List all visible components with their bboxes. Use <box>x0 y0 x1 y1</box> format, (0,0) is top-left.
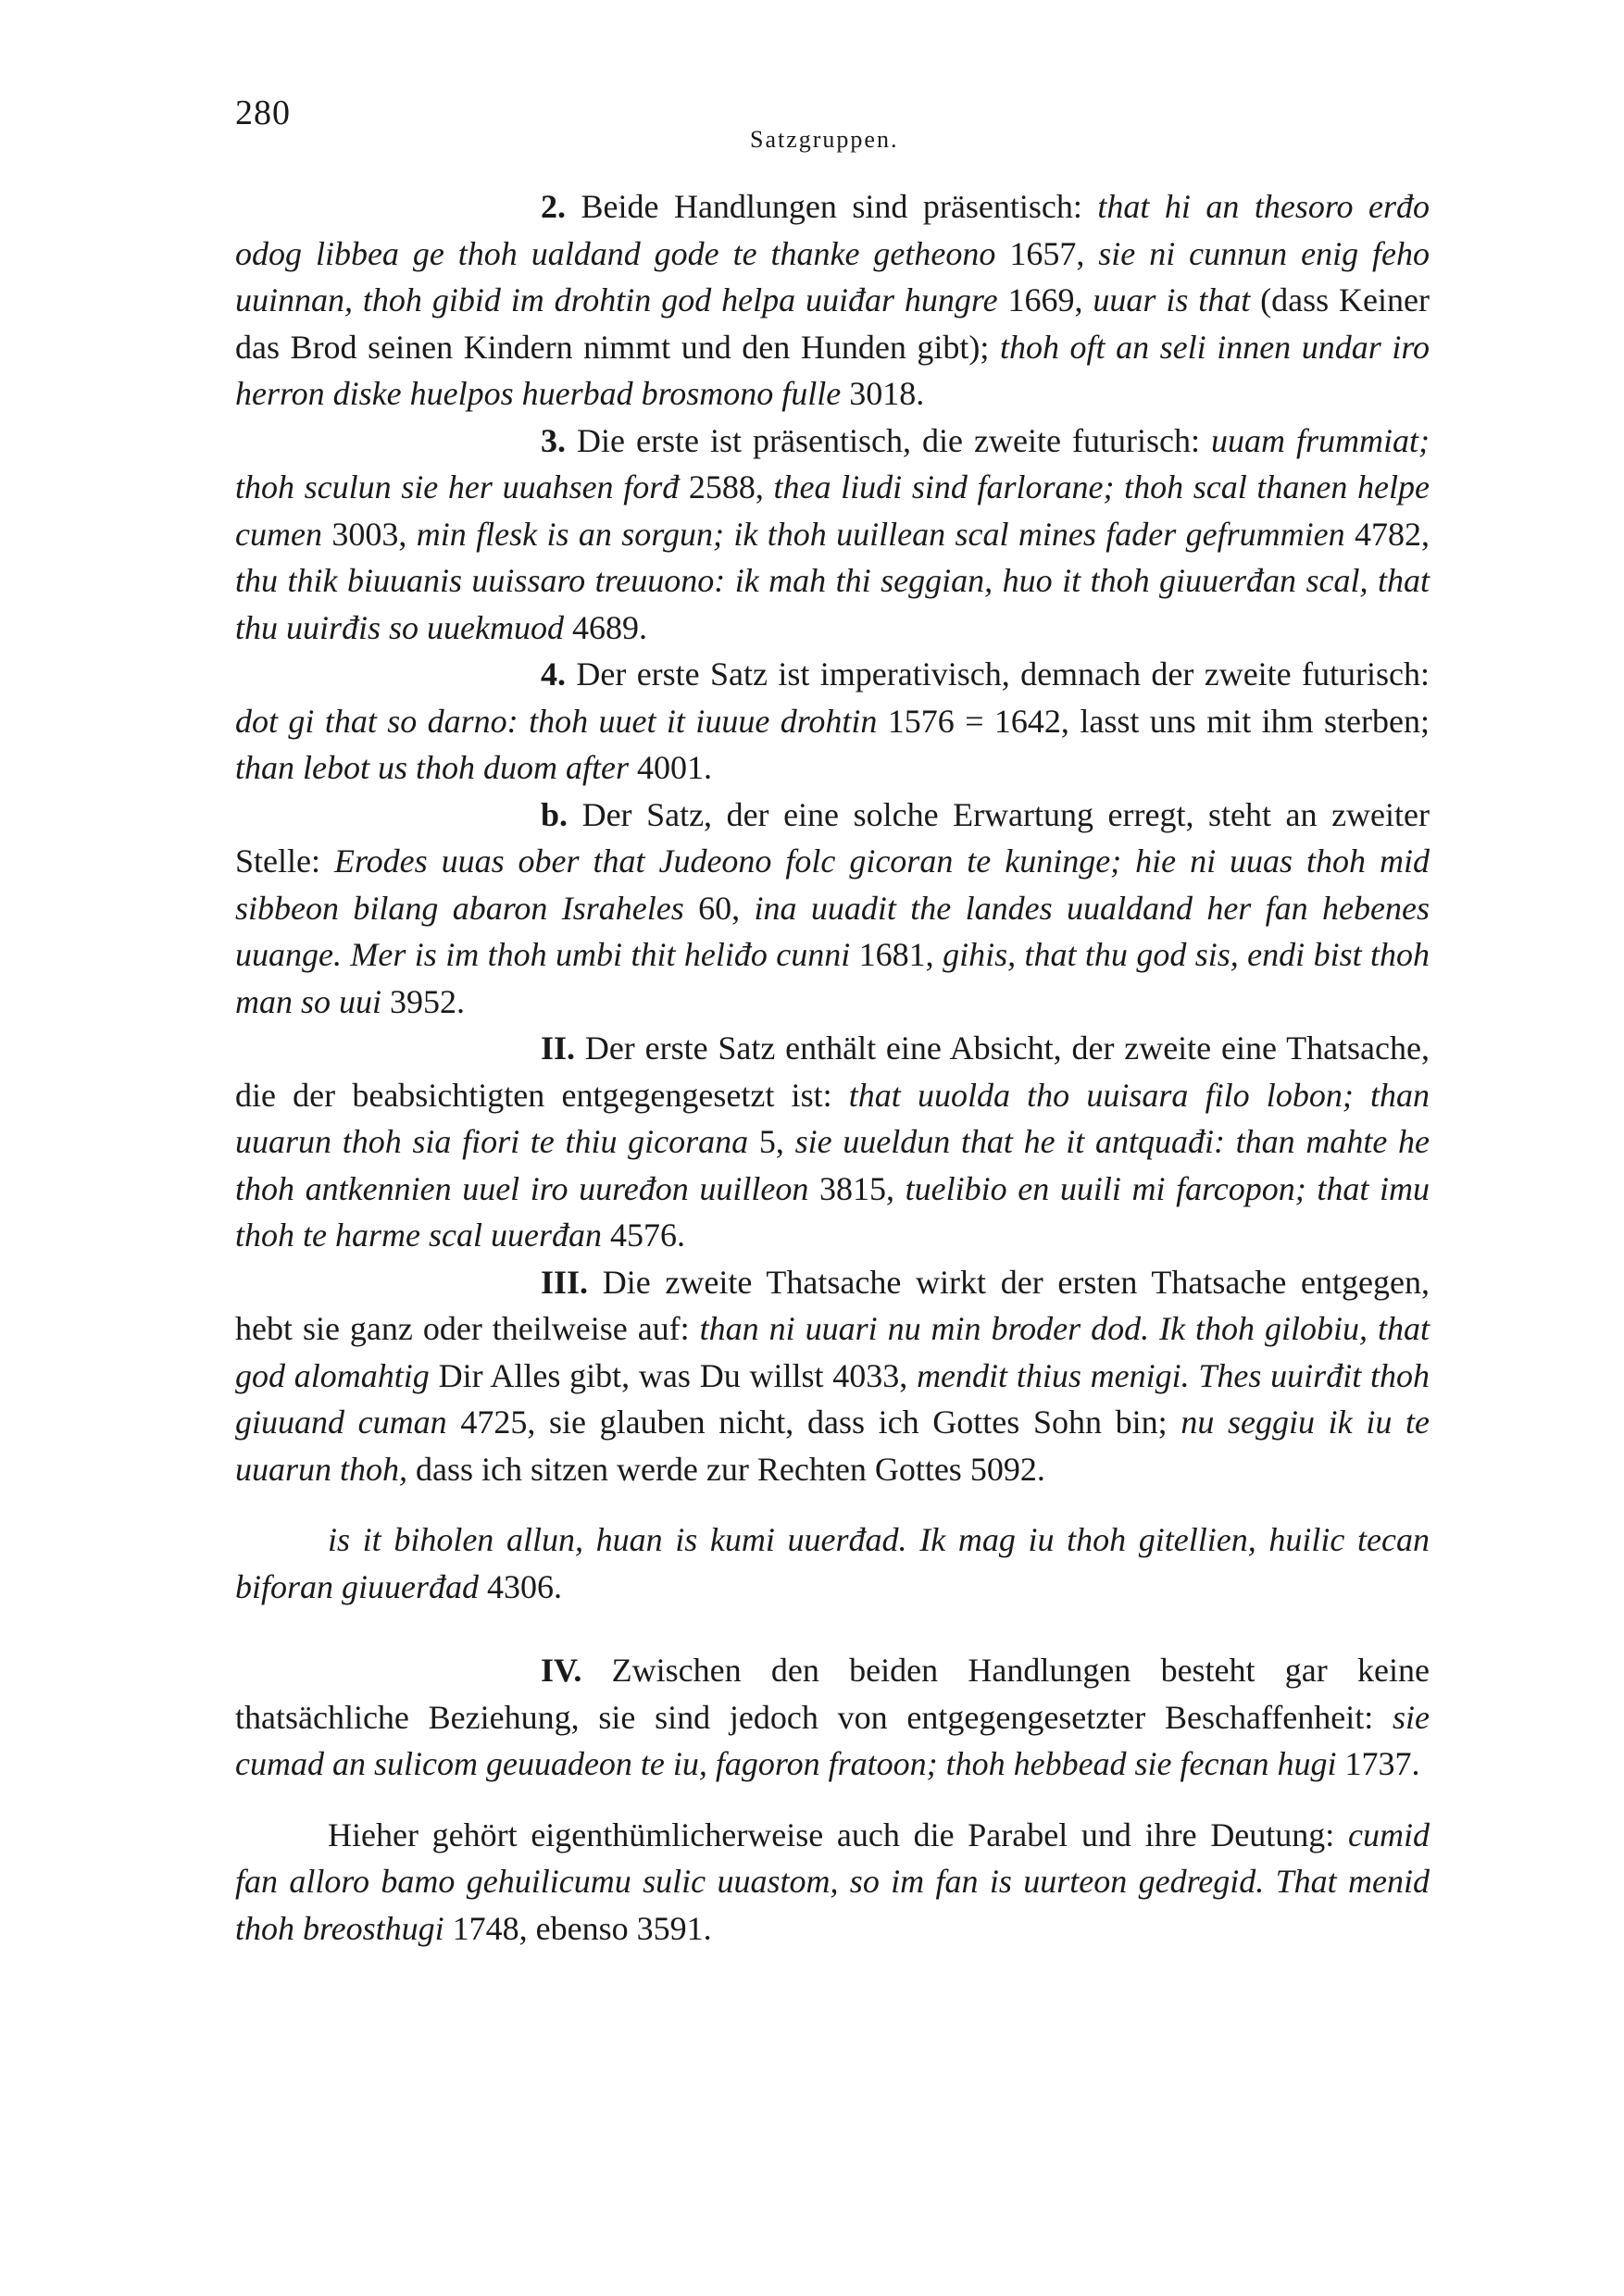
quotation-text: tuelibio en uuili mi farcopon; that imu thoh te harme scal uuerđan <box>235 1169 1430 1254</box>
body-segment: Dir Alles gibt, was Du willst 4033, <box>429 1356 918 1394</box>
body-segment: 3952. <box>381 982 466 1020</box>
quotation-text: sie cumad an sulicom geuuadeon te iu, fagoron fratoon; thoh hebbead sie fecnan hugi <box>235 1698 1430 1782</box>
quotation-text: that hi an thesoro erđo odog libbea ge thoh ualdand gode te thanke getheono <box>235 188 1430 272</box>
paragraph-2 <box>235 183 1430 418</box>
paragraph-parabel <box>235 1812 1430 1953</box>
body-segment: Die erste ist präsentisch, die zweite futurisch: <box>566 421 1211 459</box>
body-segment: (dass Keiner das Brod seinen Kindern nimmt und den Hunden gibt); <box>235 281 1430 366</box>
quotation-text: than lebot us thoh duom after <box>235 749 629 786</box>
paragraph-b <box>235 792 1430 1026</box>
body-segment: Der erste Satz enthält eine Absicht, der zweite eine Thatsache, die der beabsichtigten entgegengesetzt ist: <box>235 1029 1430 1114</box>
body-segment: 4001. <box>629 749 712 786</box>
quotation-text: is it biholen allun, huan is kumi uuerđad. Ik mag iu thoh gitellien, huilic tecan biforan giuuerđad <box>235 1521 1430 1605</box>
body-segment: 4306. <box>479 1567 563 1605</box>
body-segment: dass ich sitzen werde zur Rechten Gottes 5092. <box>407 1450 1045 1488</box>
body-segment: 60, <box>683 889 755 927</box>
body-segment: 1657, <box>995 234 1099 272</box>
body-segment: Der Satz, der eine solche Erwartung erregt, steht an zweiter Stelle: <box>235 795 1430 880</box>
quotation-text: mendit thius menigi. Thes uuirđit thoh giuuand cuman <box>235 1356 1430 1441</box>
paragraph-marker: III. <box>541 1263 589 1301</box>
paragraph-marker: IV. <box>541 1652 582 1689</box>
body-segment: 2588, <box>679 468 774 505</box>
paragraph-marker: II. <box>541 1029 576 1067</box>
quotation-text: thoh oft an seli innen undar iro herron diske huelpos huerbad brosmono fulle <box>235 328 1430 412</box>
quotation-text: thu thik biuuanis uuissaro treuuono: ik mah thi seggian, huo it thoh giuuerđan scal, that thu uuirđis so uuekmuod <box>235 562 1430 646</box>
quotation-text: that uuolda tho uuisara filo lobon; than uuarun thoh sia fiori te thiu gicorana <box>235 1076 1430 1160</box>
body-segment: 3018. <box>841 375 925 412</box>
paragraph-4 <box>235 651 1430 792</box>
body-segment: 3815, <box>808 1169 906 1207</box>
body-text <box>235 183 1430 1952</box>
paragraph-marker: 2. <box>541 188 566 225</box>
body-segment: 4782, <box>1344 515 1430 553</box>
body-segment: Hieher gehört eigenthümlicherweise auch die Parabel und ihre Deutung: <box>328 1816 1349 1853</box>
quotation-text: uuam frummiat; thoh sculun sie her uuahsen forđ <box>235 421 1430 505</box>
paragraph-II <box>235 1025 1430 1259</box>
body-segment: Zwischen den beiden Handlungen besteht gar keine thatsächliche Beziehung, sie sind jedoch von entgegengesetzter Beschaffenheit: <box>235 1652 1430 1736</box>
paragraph-marker: 3. <box>541 421 566 459</box>
quotation-text: cumid fan alloro bamo gehuilicumu sulic uuastom, so im fan is uurteon gedregid. That menid thoh breosthugi <box>235 1816 1430 1947</box>
paragraph-3 <box>235 418 1430 652</box>
page-number: 280 <box>235 94 291 132</box>
body-segment: Die zweite Thatsache wirkt der ersten Thatsache entgegen, hebt sie ganz oder theilweise auf: <box>235 1263 1430 1347</box>
paragraph-marker: 4. <box>541 655 566 693</box>
quotation-text: Erodes uuas ober that Judeono folc gicoran te kuninge; hie ni uuas thoh mid sibbeon bilang abaron Israheles <box>235 842 1430 927</box>
body-segment: 5, <box>748 1123 795 1160</box>
quotation-text: sie uueldun that he it antquađi: than mahte he thoh antkennien uuel iro uuređon uuilleon <box>235 1123 1430 1207</box>
quotation-text: min flesk is an sorgun; ik thoh uuillean scal mines fader gefrummien <box>416 515 1345 553</box>
quotation-text: gihis, that thu god sis, endi bist thoh man so uui <box>235 936 1430 1020</box>
quotation-text: uuar is that <box>1093 281 1251 318</box>
paragraph-III-continuation <box>235 1516 1430 1610</box>
body-segment: 1669, <box>997 281 1093 318</box>
page-header <box>235 93 1430 167</box>
quotation-text: sie ni cunnun enig feho uuinnan, thoh gibid im drohtin god helpa uuiđar hungre <box>235 234 1430 318</box>
body-segment: 1748, ebenso 3591. <box>443 1909 712 1947</box>
quotation-text: nu seggiu ik iu te uuarun thoh, <box>235 1404 1430 1488</box>
body-segment: 1737. <box>1336 1745 1420 1782</box>
body-segment: 4725, sie glauben nicht, dass ich Gottes Sohn bin; <box>446 1404 1181 1441</box>
body-segment: 4689. <box>564 608 647 646</box>
body-segment: 1576 = 1642, lasst uns mit ihm sterben; <box>877 702 1430 740</box>
body-segment: 3003, <box>321 515 417 553</box>
quotation-text: than ni uuari nu min broder dod. Ik thoh gilobiu, that god alomahtig <box>235 1310 1430 1394</box>
body-segment: Beide Handlungen sind präsentisch: <box>566 188 1098 225</box>
quotation-text: ina uuadit the landes uualdand her fan hebenes uuange. Mer is im thoh umbi thit heliđo cunni <box>235 889 1430 973</box>
quotation-text: dot gi that so darno: thoh uuet it iuuue drohtin <box>235 702 878 740</box>
body-segment: 1681, <box>850 936 943 973</box>
running-head: Satzgruppen. <box>750 126 899 153</box>
body-segment: Der erste Satz ist imperativisch, demnach der zweite futurisch: <box>566 655 1430 693</box>
paragraph-III <box>235 1259 1430 1493</box>
paragraph-IV <box>235 1647 1430 1788</box>
quotation-text: thea liudi sind farlorane; thoh scal thanen helpe cumen <box>235 468 1430 553</box>
paragraph-marker: b. <box>541 795 568 833</box>
body-segment: 4576. <box>601 1217 685 1254</box>
